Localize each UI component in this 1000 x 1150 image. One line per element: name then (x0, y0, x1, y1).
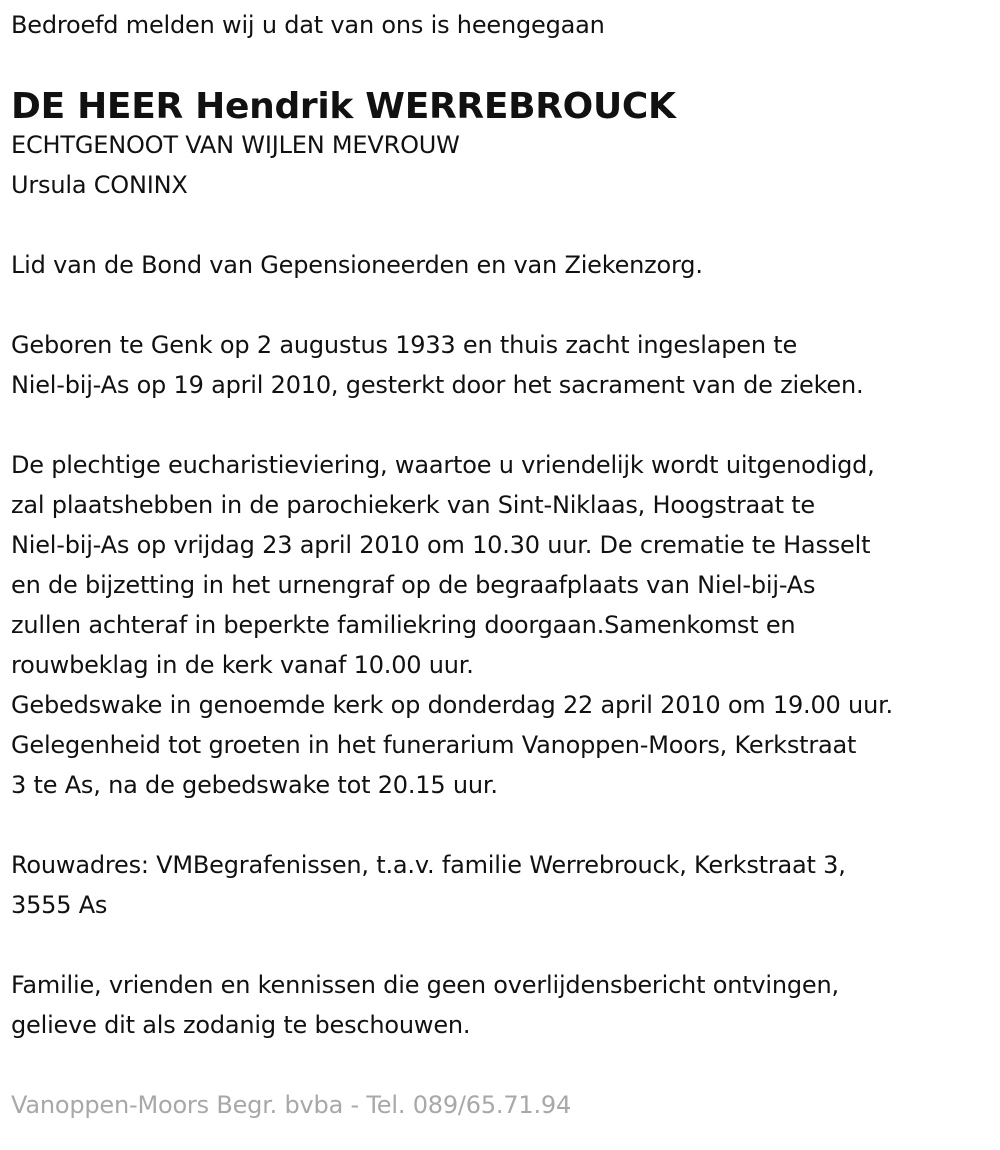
spacer (11, 805, 996, 845)
spouse-name: Ursula CONINX (11, 171, 188, 199)
paragraph-line: 3555 As (11, 891, 108, 919)
paragraph-line: Niel-bij-As op 19 april 2010, gesterkt door het sacrament van de zieken. (11, 371, 864, 399)
ceremony-paragraph (11, 445, 996, 805)
birth-death-paragraph (11, 325, 996, 405)
paragraph-line: en de bijzetting in het urnengraf op de begraafplaats van Niel-bij-As (11, 571, 816, 599)
address-paragraph (11, 845, 996, 925)
spacer (11, 925, 996, 965)
spacer (11, 405, 996, 445)
paragraph-line: gelieve dit als zodanig te beschouwen. (11, 1011, 471, 1039)
deceased-name: DE HEER Hendrik WERREBROUCK (11, 86, 676, 127)
paragraph-line: Geboren te Genk op 2 augustus 1933 en thuis zacht ingeslapen te (11, 331, 798, 359)
membership-text: Lid van de Bond van Gepensioneerden en van Ziekenzorg. (11, 251, 703, 279)
spacer (11, 1045, 996, 1085)
intro-text: Bedroefd melden wij u dat van ons is heengegaan (11, 11, 605, 39)
death-notice (11, 0, 996, 1125)
paragraph-line: zal plaatshebben in de parochiekerk van Sint-Niklaas, Hoogstraat te (11, 491, 815, 519)
paragraph-line: Gebedswake in genoemde kerk op donderdag 22 april 2010 om 19.00 uur. (11, 691, 893, 719)
paragraph-line: Rouwadres: VMBegrafenissen, t.a.v. familie Werrebrouck, Kerkstraat 3, (11, 851, 846, 879)
paragraph-line: zullen achteraf in beperkte familiekring doorgaan.Samenkomst en (11, 611, 796, 639)
funeral-home-footer: Vanoppen-Moors Begr. bvba - Tel. 089/65.71.94 (11, 1091, 572, 1119)
paragraph-line: De plechtige eucharistieviering, waartoe u vriendelijk wordt uitgenodigd, (11, 451, 875, 479)
paragraph-line: Gelegenheid tot groeten in het funerarium Vanoppen-Moors, Kerkstraat (11, 731, 857, 759)
paragraph-line: 3 te As, na de gebedswake tot 20.15 uur. (11, 771, 498, 799)
spacer (11, 285, 996, 325)
paragraph-line: Niel-bij-As op vrijdag 23 april 2010 om 10.30 uur. De crematie te Hasselt (11, 531, 871, 559)
paragraph-line: rouwbeklag in de kerk vanaf 10.00 uur. (11, 651, 474, 679)
closing-paragraph (11, 965, 996, 1045)
spacer (11, 205, 996, 245)
spouse-title: ECHTGENOOT VAN WIJLEN MEVROUW (11, 131, 460, 159)
paragraph-line: Familie, vrienden en kennissen die geen overlijdensbericht ontvingen, (11, 971, 839, 999)
